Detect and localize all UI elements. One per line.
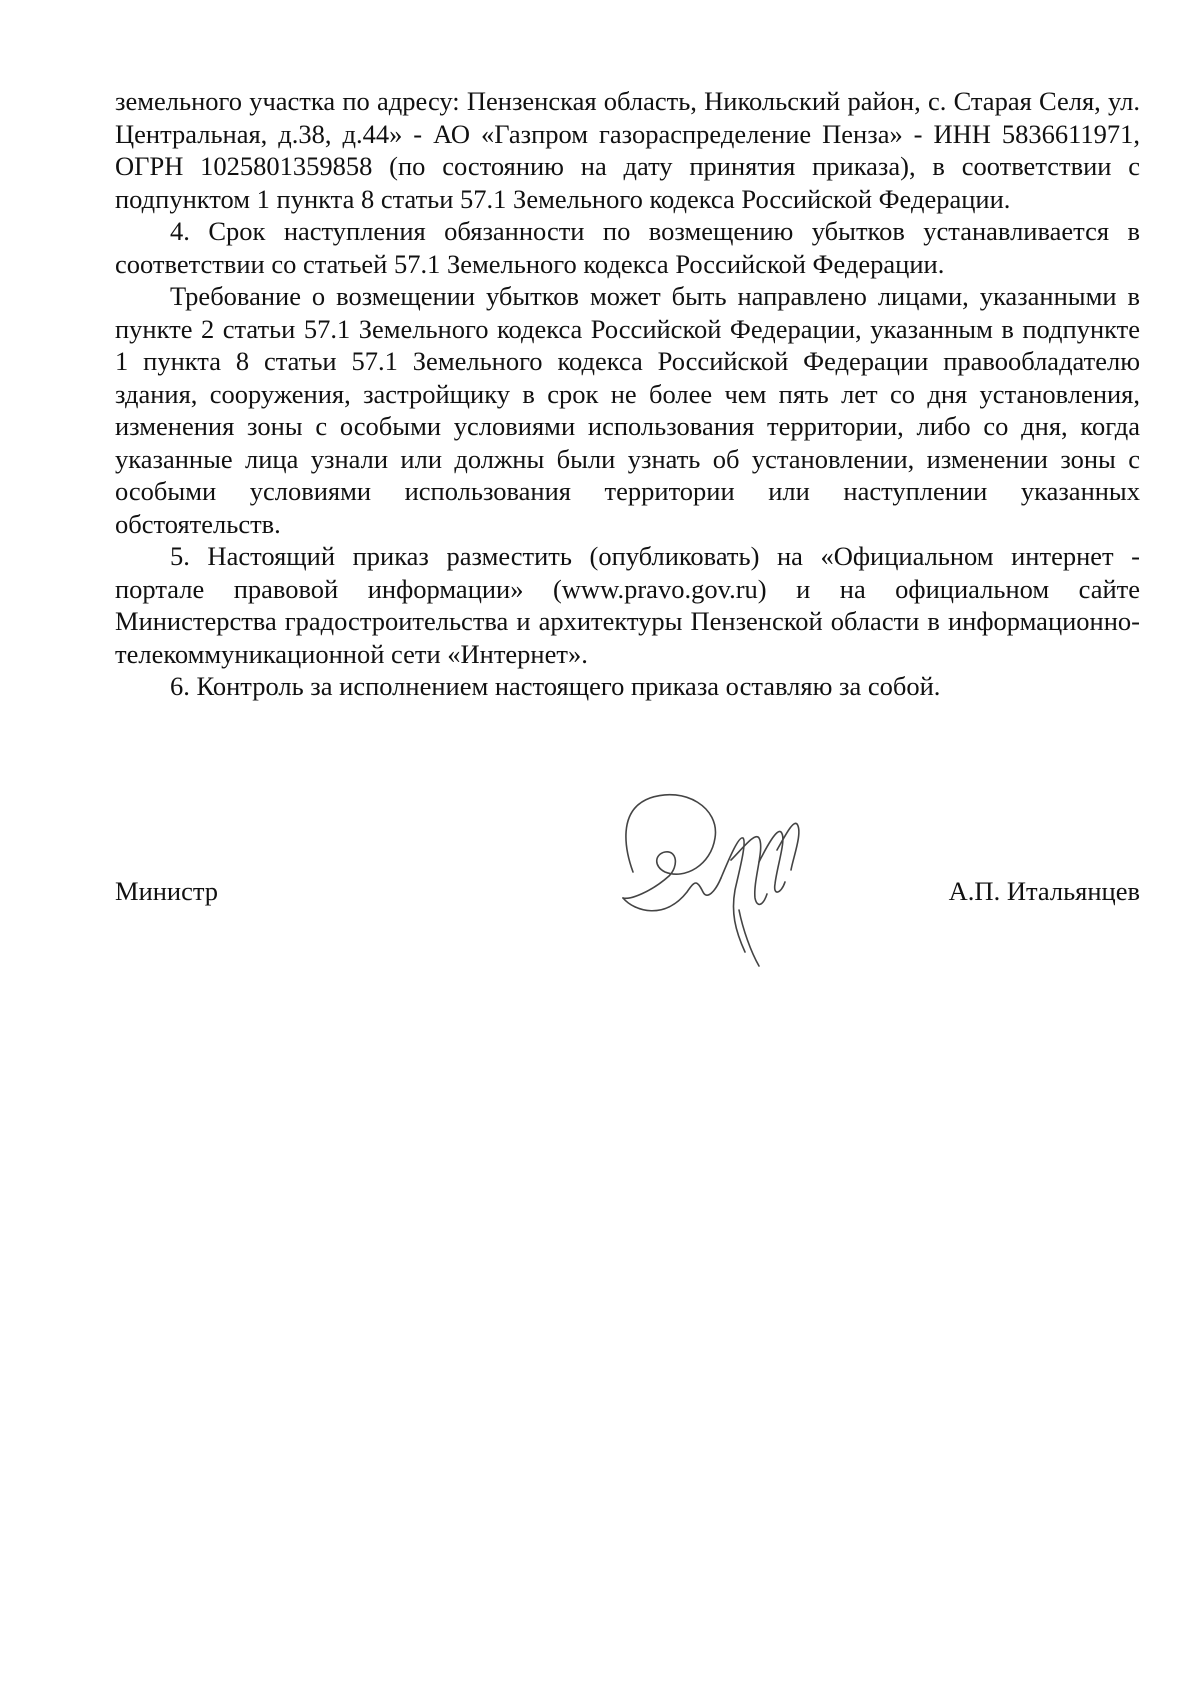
paragraph-item-6: 6. Контроль за исполнением настоящего приказа оставляю за собой.: [170, 671, 941, 701]
paragraph-item-4: 4. Срок наступления обязанности по возмещению убытков устанавливается в соответствии со статьей 57.1 Земельного кодекса Российской Федерации.: [115, 216, 1140, 279]
paragraph-continuation: земельного участка по адресу: Пензенская область, Никольский район, с. Старая Селя, ул. Центральная, д.38, д.44» - АО «Газпром газораспределение Пенза» - ИНН 5836611971, ОГРН 1025801359858 (по состоянию на дату принятия приказа), в соответствии с подпунктом 1 пункта 8 статьи 57.1 Земельного кодекса Российской Федерации.: [115, 86, 1140, 214]
signer-name: А.П. Итальянцев: [948, 876, 1140, 906]
paragraph-compensation-requirement: Требование о возмещении убытков может быть направлено лицами, указанными в пункте 2 статьи 57.1 Земельного кодекса Российской Федерации, указанным в подпункте 1 пункта 8 статьи 57.1 Земельного кодекса Российской Федерации правообладателю здания, сооружения, застройщику в срок не более чем пять лет со дня установления, изменения зоны с особыми условиями использования территории, либо со дня, когда указанные лица узнали или должны были узнать об установлении, изменении зоны с особыми условиями использования территории или наступлении указанных обстоятельств.: [115, 281, 1140, 539]
handwritten-signature: [555, 780, 855, 980]
document-body: [115, 85, 1140, 703]
signer-position-title: Министр: [115, 876, 219, 906]
signature-block: [115, 780, 1140, 980]
paragraph-item-5: 5. Настоящий приказ разместить (опубликовать) на «Официальном интернет - портале правовой информации» (www.pravo.gov.ru) и на официальном сайте Министерства градостроительства и архитектуры Пензенской области в информационно-телекоммуникационной сети «Интернет».: [115, 541, 1140, 669]
